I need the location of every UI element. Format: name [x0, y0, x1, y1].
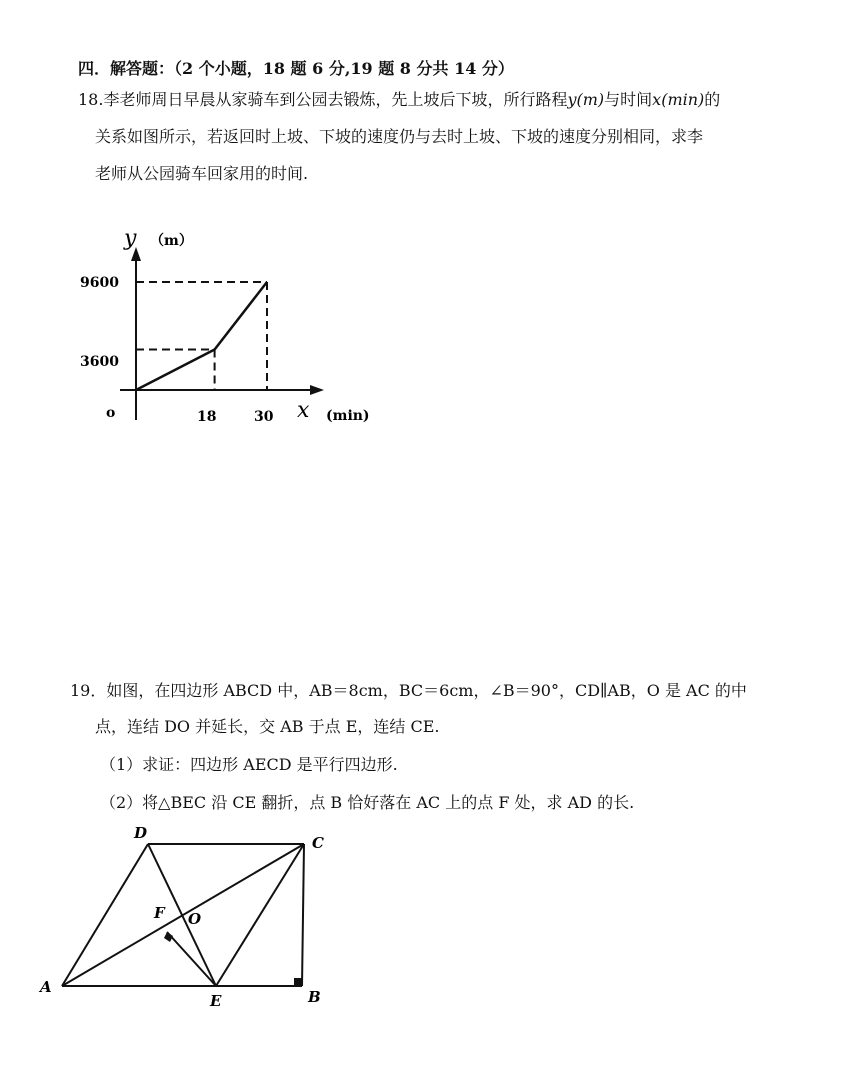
label-o: O	[188, 910, 202, 928]
y-unit-label: （m）	[150, 233, 193, 249]
q19-line-2: 点，连结 DO 并延长，交 AB 于点 E，连结 CE.	[95, 717, 440, 736]
x-axis-arrow	[310, 385, 324, 395]
segment-da	[62, 844, 148, 986]
segment-fe	[167, 932, 216, 986]
label-d: D	[134, 824, 148, 842]
label-e: E	[210, 992, 222, 1010]
q18-line-2: 关系如图所示，若返回时上坡、下坡的速度仍与去时上坡、下坡的速度分别相同，求李	[95, 127, 704, 146]
section-heading: 四．解答题：（2 个小题，18 题 6 分,19 题 8 分共 14 分）	[78, 59, 514, 78]
q19-figure	[30, 820, 350, 1020]
segment-bc	[302, 844, 304, 986]
q18-line-1	[78, 87, 720, 110]
x-tick-18: 18	[197, 409, 217, 425]
label-a: A	[40, 978, 52, 996]
q18-graph	[70, 225, 390, 435]
right-angle-marker-f	[164, 932, 173, 942]
x-tick-30: 30	[254, 409, 274, 425]
q19-line-1: 19．如图，在四边形 ABCD 中，AB＝8cm，BC＝6cm，∠B＝90°，CD∥AB，O 是 AC 的中	[70, 681, 747, 700]
series-line	[136, 282, 267, 390]
q19-part-2: （2）将△BEC 沿 CE 翻折，点 B 恰好落在 AC 上的点 F 处，求 AD 的长.	[100, 793, 635, 812]
q18-line-3: 老师从公园骑车回家用的时间.	[95, 164, 309, 183]
q18-line-1-mid: 与时间	[604, 90, 653, 109]
q19-part-1: （1）求证：四边形 AECD 是平行四边形.	[100, 755, 398, 774]
x-var-label: x	[297, 398, 310, 423]
y-tick-9600: 9600	[80, 275, 119, 291]
label-f: F	[154, 904, 165, 922]
q18-line-1-post: 的	[704, 90, 721, 109]
q18-line-1-pre: 18.李老师周日早晨从家骑车到公园去锻炼，先上坡后下坡，所行路程	[78, 90, 568, 109]
y-var-label: y	[124, 226, 137, 251]
y-tick-3600: 3600	[80, 354, 119, 370]
label-c: C	[312, 834, 324, 852]
origin-label: o	[106, 405, 116, 421]
right-angle-marker-b	[294, 978, 302, 986]
q18-x-var: x(min)	[652, 90, 705, 109]
q18-y-var: y(m)	[567, 90, 605, 109]
segment-ce	[216, 844, 304, 986]
label-b: B	[308, 988, 321, 1006]
x-unit-label: (min)	[326, 408, 370, 424]
